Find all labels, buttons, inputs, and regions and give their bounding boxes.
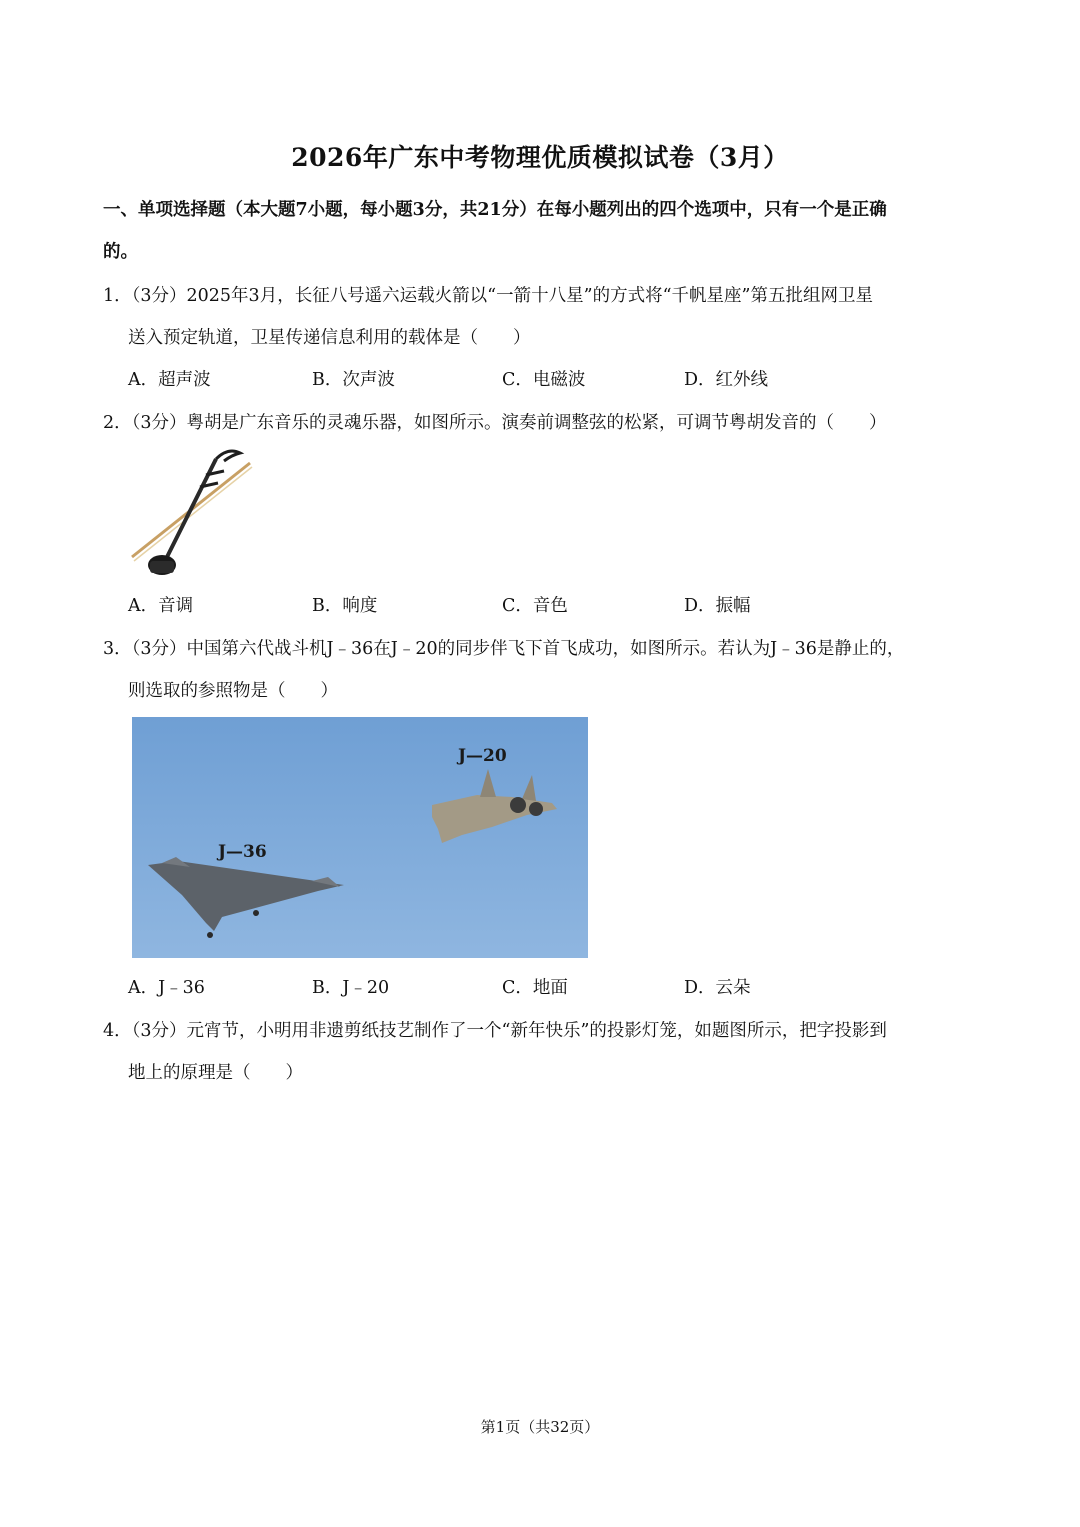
instrument-body-base [150,561,174,573]
j36-label: J—36 [218,842,267,862]
question-1-text-cont: 送入预定轨道，卫星传递信息利用的载体是（ ） [128,328,531,348]
q2-option-b: B．响度 [312,596,378,616]
page-number-footer: 第1页（共32页） [480,1418,600,1436]
q3-option-a: A．J﹣36 [128,978,205,998]
q1-option-c: C．电磁波 [502,370,586,390]
question-4-text-cont: 地上的原理是（ ） [128,1063,303,1083]
q2-option-c: C．音色 [502,596,568,616]
q1-option-a: A．超声波 [128,370,211,390]
q3-option-c: C．地面 [502,978,568,998]
section-heading-cont: 的。 [103,242,138,262]
question-4-text: 4．（3分）元宵节，小明用非遗剪纸技艺制作了一个“新年快乐”的投影灯笼，如题图所示，把字投影到 [103,1021,887,1041]
question-3-text: 3．（3分）中国第六代战斗机J﹣36在J﹣20的同步伴飞下首飞成功，如图所示。若认为J﹣36是静止的， [103,639,905,659]
page-title: 2026年广东中考物理优质模拟试卷（3月） [291,143,789,172]
question-2-text: 2．（3分）粤胡是广东音乐的灵魂乐器，如图所示。演奏前调整弦的松紧，可调节粤胡发音的（ ） [103,413,887,433]
q2-option-d: D．振幅 [684,596,751,616]
fighter-jets-figure [132,717,588,958]
q3-option-b: B．J﹣20 [312,978,390,998]
question-1-text: 1．（3分）2025年3月，长征八号遥六运载火箭以“一箭十八星”的方式将“千帆星座”第五批组网卫星 [103,286,873,306]
q1-option-b: B．次声波 [312,370,395,390]
instrument-scroll [216,451,240,461]
q3-option-d: D．云朵 [684,978,751,998]
question-3-text-cont: 则选取的参照物是（ ） [128,681,338,701]
bow-hair [134,467,252,561]
yuehu-instrument-figure [128,445,254,581]
q1-option-d: D．红外线 [684,370,769,390]
j20-label: J—20 [458,746,507,766]
sky-background [132,717,588,958]
section-heading: 一、单项选择题（本大题7小题，每小题3分，共21分）在每小题列出的四个选项中，只有一个是正确 [103,200,887,220]
q2-option-a: A．音调 [128,596,194,616]
